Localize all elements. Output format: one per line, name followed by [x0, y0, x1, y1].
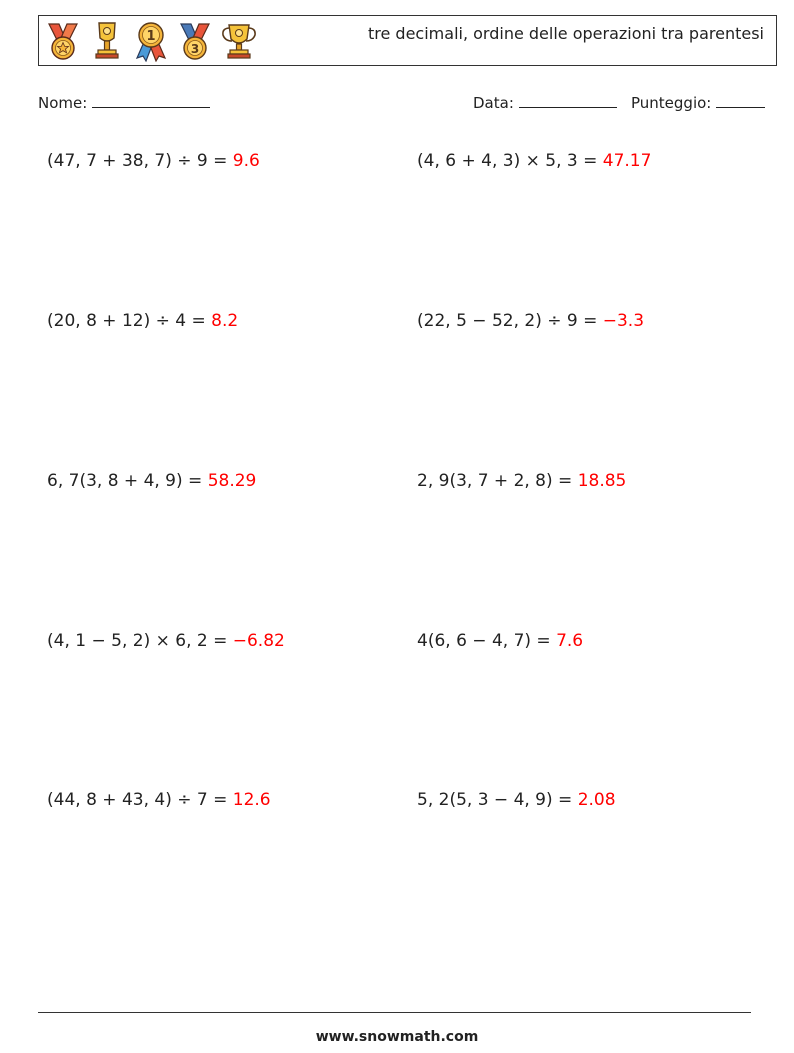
problem-3	[47, 311, 238, 331]
problem-expression: (44, 8 + 43, 4) ÷ 7 =	[47, 790, 228, 810]
problem-7	[47, 631, 285, 651]
problem-answer: 18.85	[577, 471, 627, 491]
problem-expression: 5, 2(5, 3 − 4, 9) =	[417, 790, 573, 810]
problem-answer: 9.6	[232, 151, 260, 171]
problem-expression: 4(6, 6 − 4, 7) =	[417, 631, 551, 651]
problem-expression: (47, 7 + 38, 7) ÷ 9 =	[47, 151, 228, 171]
problem-1	[47, 151, 260, 171]
problem-answer: 2.08	[577, 790, 616, 810]
name-blank	[92, 93, 210, 108]
rosette-first-icon	[131, 20, 171, 62]
problem-expression: (22, 5 − 52, 2) ÷ 9 =	[417, 311, 598, 331]
problem-8	[417, 631, 583, 651]
footer-site-link[interactable]: www.snowmath.com	[315, 1029, 479, 1045]
problem-answer: 58.29	[207, 471, 257, 491]
worksheet-header	[38, 15, 777, 66]
worksheet-title: tre decimali, ordine delle operazioni tra parentesi	[368, 24, 764, 43]
date-label: Data:	[473, 94, 514, 112]
problem-expression: (20, 8 + 12) ÷ 4 =	[47, 311, 206, 331]
problem-expression: (4, 6 + 4, 3) × 5, 3 =	[417, 151, 598, 171]
problem-2	[417, 151, 651, 171]
problem-answer: 12.6	[232, 790, 271, 810]
problem-answer: 47.17	[602, 151, 652, 171]
date-blank	[519, 93, 617, 108]
problem-answer: −3.3	[602, 311, 645, 331]
problem-answer: 8.2	[211, 311, 239, 331]
name-label: Nome:	[38, 94, 88, 112]
score-field	[631, 93, 765, 112]
score-blank	[716, 93, 765, 108]
problem-5	[47, 471, 256, 491]
problem-10	[417, 790, 616, 810]
award-icons	[43, 20, 259, 62]
problem-expression: 2, 9(3, 7 + 2, 8) =	[417, 471, 573, 491]
medal-star-icon	[43, 20, 83, 62]
footer-divider	[38, 1012, 751, 1013]
name-field	[38, 93, 210, 112]
problem-6	[417, 471, 626, 491]
problem-answer: −6.82	[232, 631, 285, 651]
trophy-cup-icon	[87, 20, 127, 62]
problem-expression: (4, 1 − 5, 2) × 6, 2 =	[47, 631, 228, 651]
problem-expression: 6, 7(3, 8 + 4, 9) =	[47, 471, 203, 491]
svg-text:1: 1	[146, 29, 156, 44]
medal-third-icon	[175, 20, 215, 62]
trophy-icon	[219, 20, 259, 62]
problem-answer: 7.6	[556, 631, 584, 651]
problem-4	[417, 311, 644, 331]
score-label: Punteggio:	[631, 94, 712, 112]
svg-text:3: 3	[190, 42, 200, 56]
date-field	[473, 93, 617, 112]
problem-9	[47, 790, 271, 810]
